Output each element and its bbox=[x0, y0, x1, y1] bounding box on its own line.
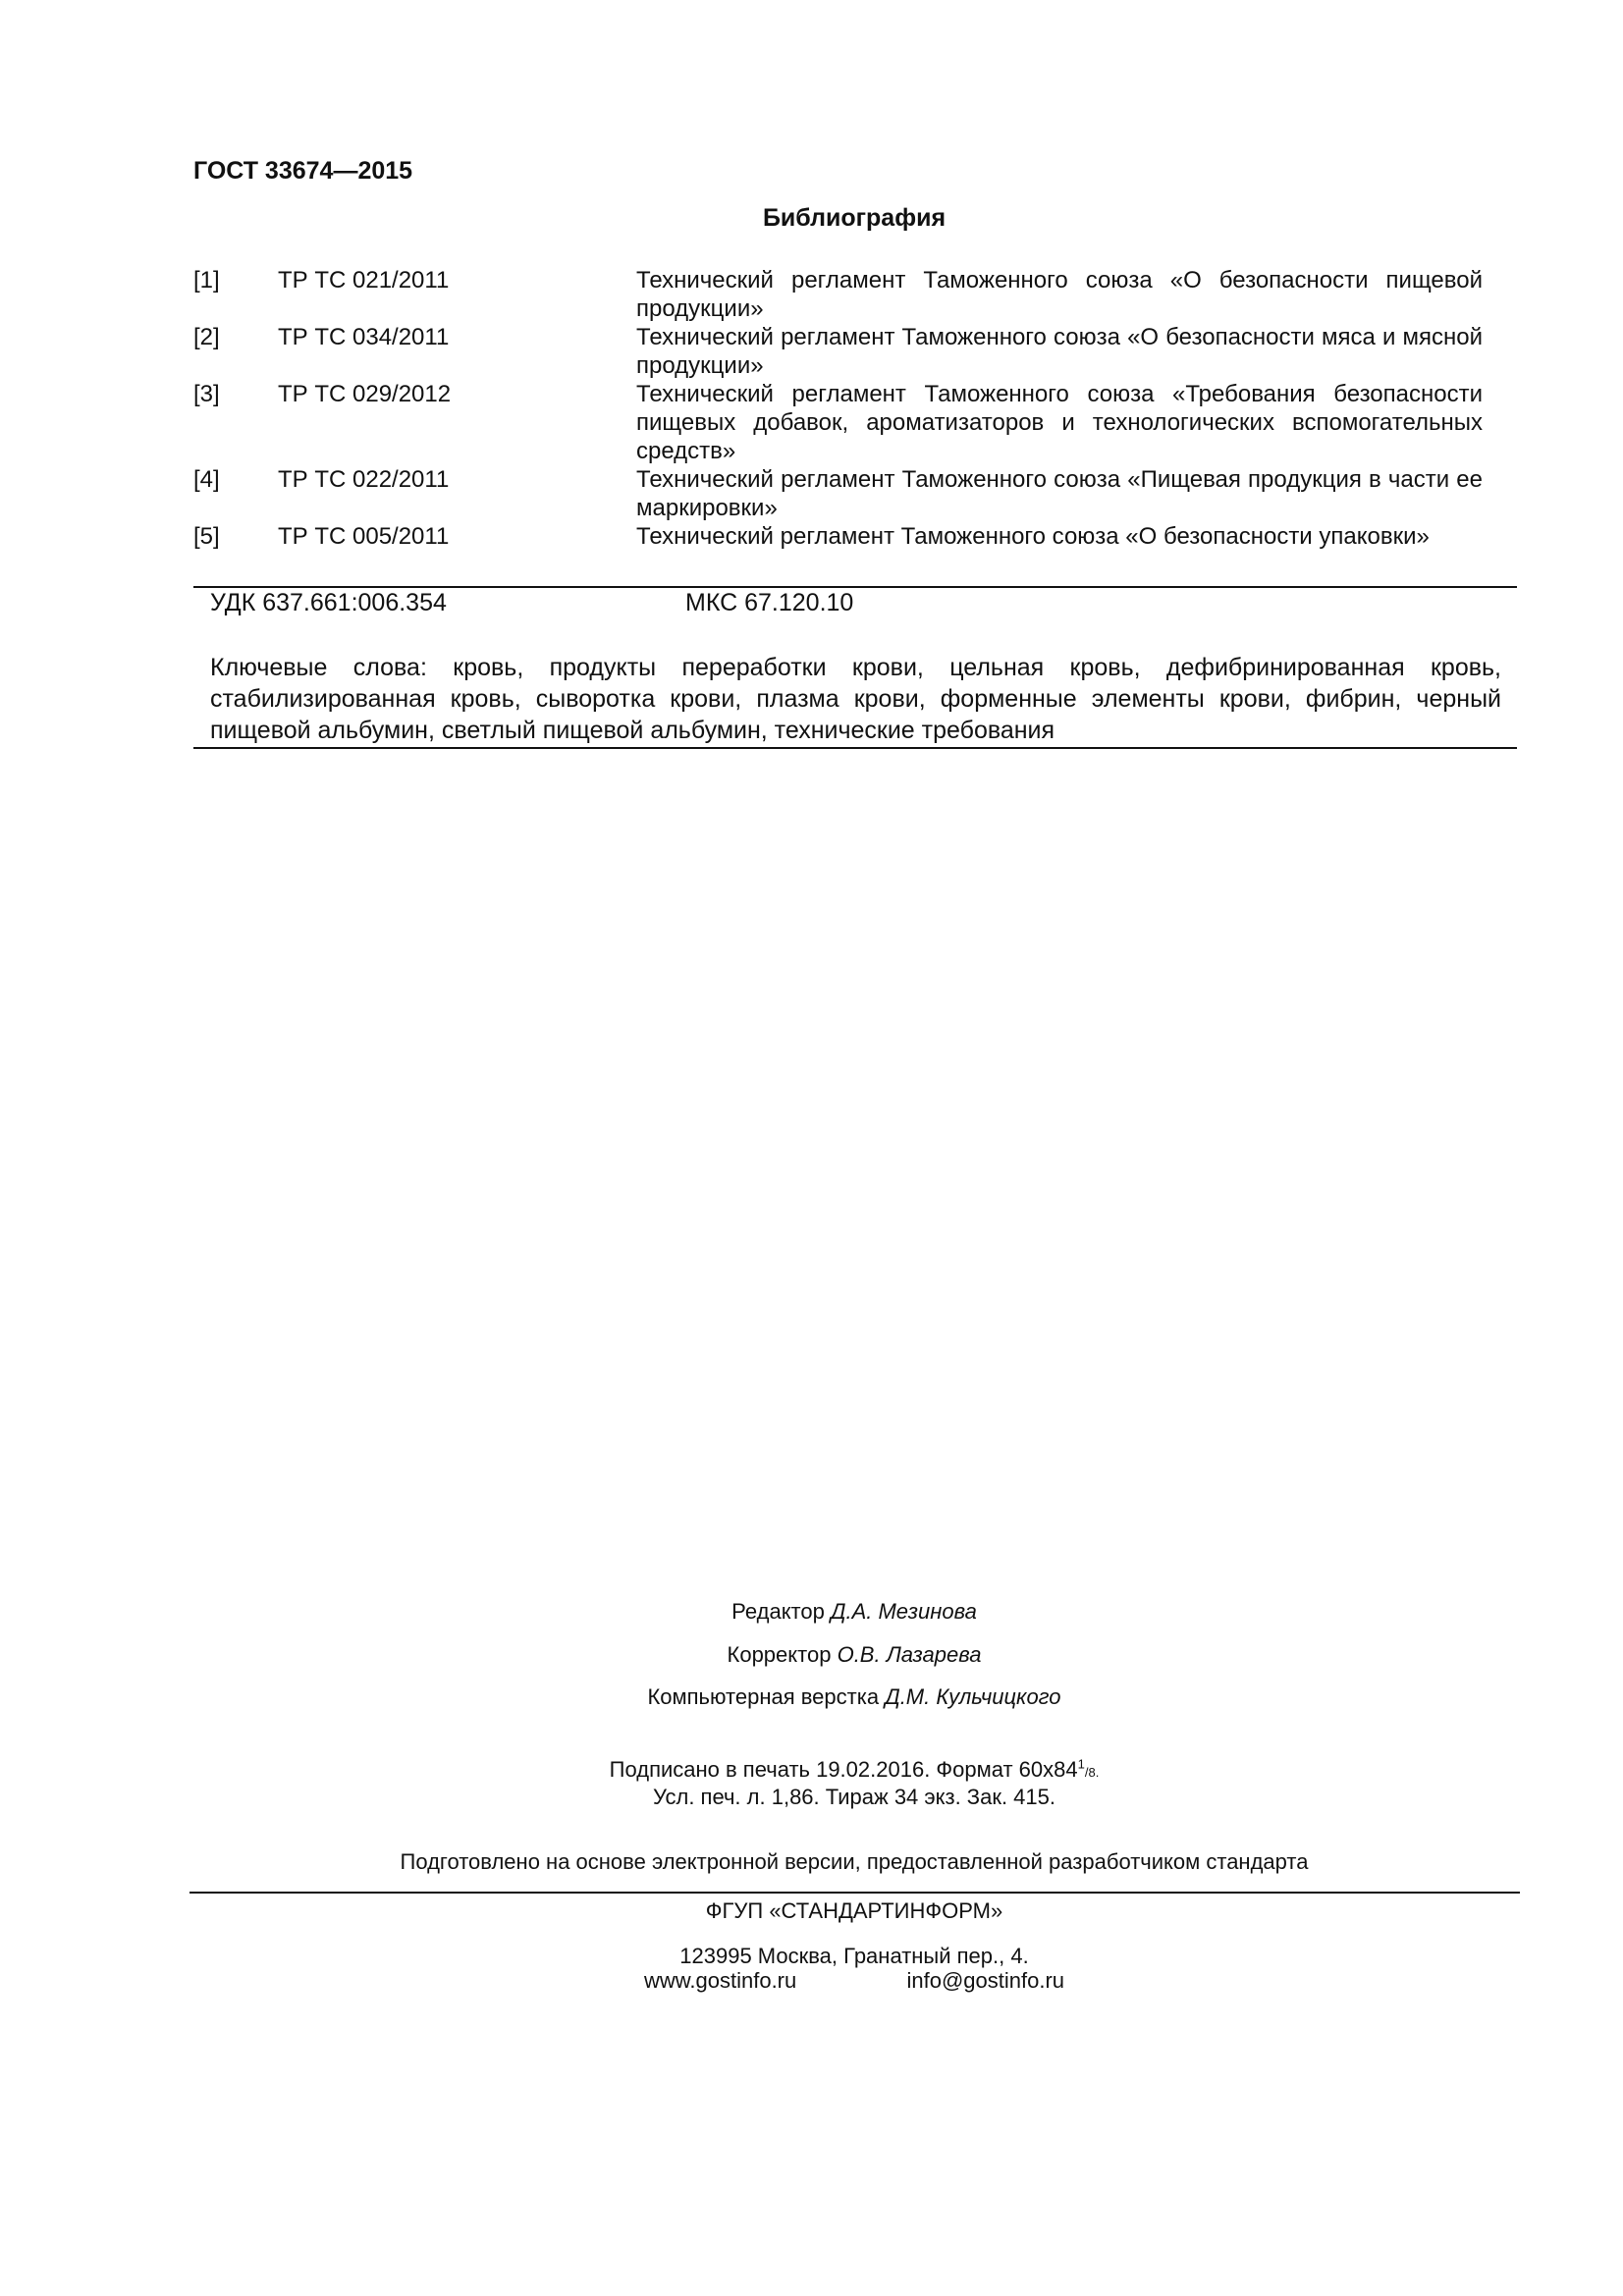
entry-code: ТР ТС 034/2011 bbox=[278, 324, 450, 350]
entry-text: Технический регламент Таможенного союза «Требования безопасности пищевых добавок, ароматизаторов и технологических вспомогательных средств» bbox=[636, 381, 1483, 464]
corrector-name: О.В. Лазарева bbox=[837, 1642, 982, 1667]
bibliography-title: Библиография bbox=[762, 204, 947, 232]
contacts bbox=[0, 1968, 1623, 1994]
website-link[interactable]: www.gostinfo.ru bbox=[643, 1968, 797, 1993]
format-fraction-bottom: /8. bbox=[1084, 1765, 1100, 1780]
entry-text: Технический регламент Таможенного союза «О безопасности мяса и мясной продукции» bbox=[636, 324, 1483, 379]
email-link[interactable]: info@gostinfo.ru bbox=[906, 1968, 1065, 1993]
prepared-note: Подготовлено на основе электронной версии, предоставленной разработчиком стандарта bbox=[400, 1849, 1309, 1874]
layout-label: Компьютерная верстка bbox=[647, 1684, 880, 1709]
entry-code: ТР ТС 022/2011 bbox=[278, 466, 450, 493]
signed-line bbox=[0, 1757, 1623, 1783]
entry-number: [5] bbox=[193, 523, 220, 550]
entry-number: [1] bbox=[193, 267, 220, 294]
entry-number: [2] bbox=[193, 324, 220, 350]
entry-number: [4] bbox=[193, 466, 220, 493]
editor-line bbox=[0, 1599, 1623, 1625]
signed-text: Подписано в печать 19.02.2016. Формат 60x84 bbox=[609, 1757, 1078, 1782]
format-fraction-top: 1 bbox=[1077, 1756, 1085, 1772]
document-id: ГОСТ 33674—2015 bbox=[193, 157, 413, 185]
keywords: Ключевые слова: кровь, продукты переработки крови, цельная кровь, дефибринированная кровь, стабилизированная кровь, сыворотка крови, плазма крови, форменные элементы крови, фибрин, черный пищевой альбумин, светлый пищевой альбумин, технические требования bbox=[210, 654, 1501, 744]
entry-code: ТР ТС 005/2011 bbox=[278, 523, 450, 550]
layout-line bbox=[0, 1684, 1623, 1710]
editor-name: Д.А. Мезинова bbox=[830, 1599, 977, 1624]
publisher-name: ФГУП «СТАНДАРТИНФОРМ» bbox=[705, 1898, 1003, 1923]
udk-code: УДК 637.661:006.354 bbox=[210, 589, 447, 616]
publisher-address: 123995 Москва, Гранатный пер., 4. bbox=[679, 1944, 1029, 1968]
top-divider bbox=[193, 586, 1517, 588]
entry-text: Технический регламент Таможенного союза «О безопасности пищевой продукции» bbox=[636, 267, 1483, 322]
entry-number: [3] bbox=[193, 381, 220, 407]
publisher-divider bbox=[189, 1892, 1520, 1894]
corrector-line bbox=[0, 1642, 1623, 1668]
layout-name: Д.М. Кульчицкого bbox=[885, 1684, 1061, 1709]
editor-label: Редактор bbox=[731, 1599, 825, 1624]
entry-text: Технический регламент Таможенного союза «О безопасности упаковки» bbox=[636, 523, 1430, 550]
print-info: Усл. печ. л. 1,86. Тираж 34 экз. Зак. 415. bbox=[652, 1785, 1056, 1809]
entry-code: ТР ТС 021/2011 bbox=[278, 267, 450, 294]
corrector-label: Корректор bbox=[727, 1642, 832, 1667]
entry-code: ТР ТС 029/2012 bbox=[278, 381, 452, 407]
mks-code: МКС 67.120.10 bbox=[685, 589, 854, 616]
entry-text: Технический регламент Таможенного союза «Пищевая продукция в части ее маркировки» bbox=[636, 466, 1483, 521]
keywords-divider bbox=[193, 747, 1517, 749]
